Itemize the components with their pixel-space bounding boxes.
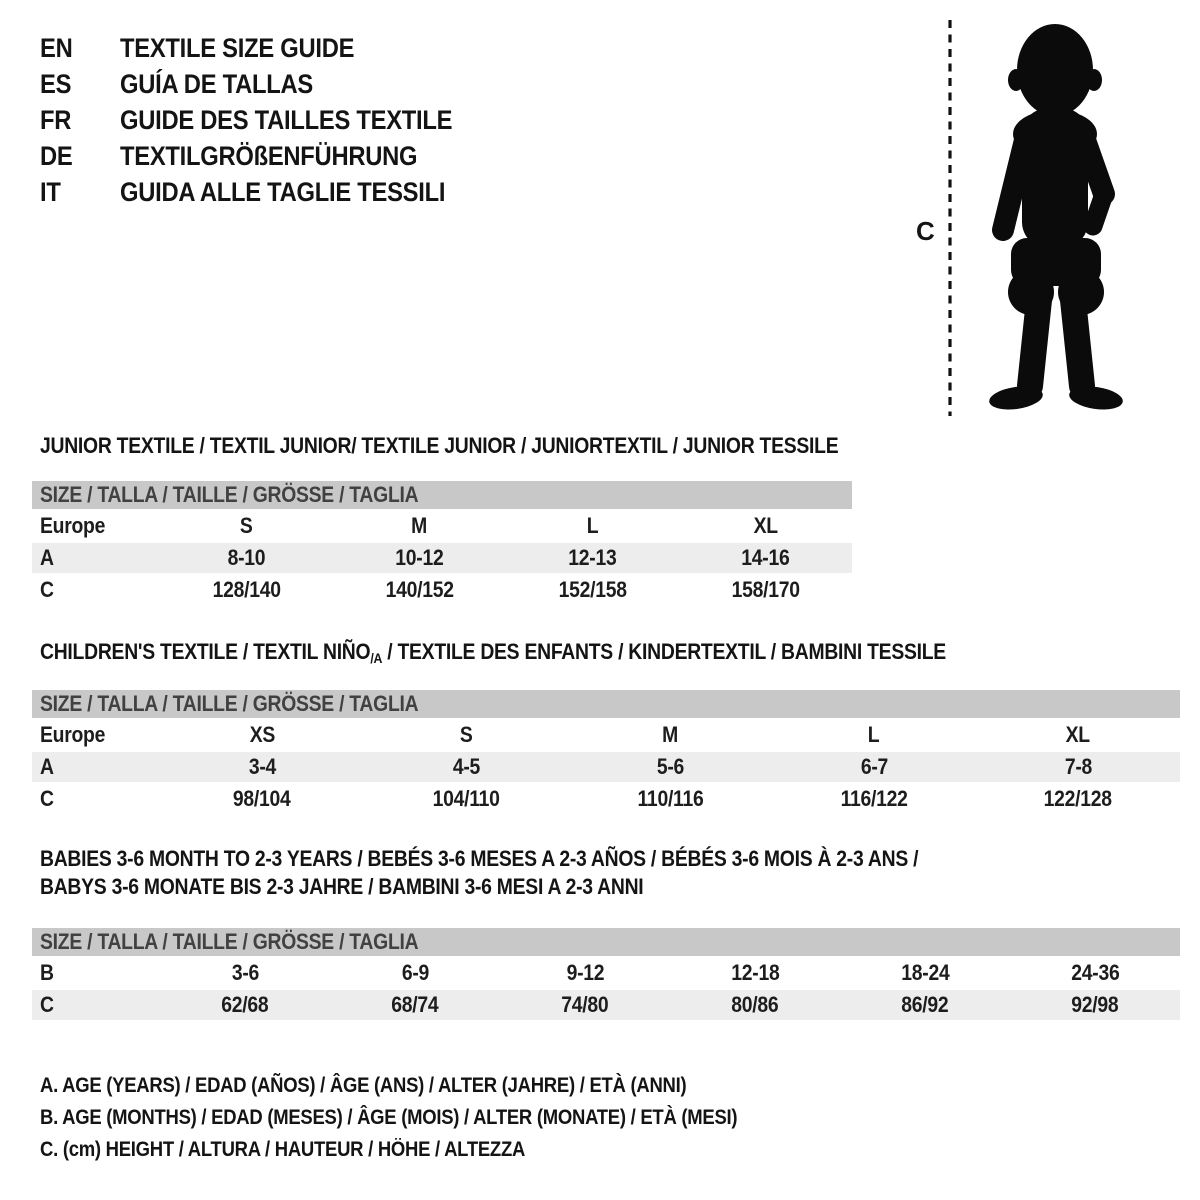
language-code: EN: [40, 33, 73, 63]
age-value: 12-13: [568, 545, 617, 570]
height-value: 80/86: [731, 992, 779, 1017]
height-value: 62/68: [221, 992, 269, 1017]
months-value: 9-12: [566, 960, 604, 985]
guide-title: TEXTILGRÖßENFÜHRUNG: [120, 141, 418, 171]
height-value: 152/158: [558, 577, 627, 602]
row-label: A: [40, 754, 54, 779]
language-code: ES: [40, 69, 72, 99]
height-value: 74/80: [561, 992, 609, 1017]
size-value: L: [868, 722, 880, 747]
size-value: M: [662, 722, 678, 747]
table-row-height: [32, 573, 852, 605]
age-value: 6-7: [860, 754, 888, 779]
age-value: 10-12: [395, 545, 444, 570]
row-label: B: [40, 960, 54, 985]
row-label: C: [40, 786, 54, 811]
baby-silhouette: [988, 24, 1125, 413]
row-label: Europe: [40, 722, 106, 747]
table-row-europe: [32, 509, 852, 541]
age-value: 3-4: [248, 754, 276, 779]
language-code: IT: [40, 177, 61, 207]
height-value: 68/74: [391, 992, 439, 1017]
legend-line-a: A. AGE (YEARS) / EDAD (AÑOS) / ÂGE (ANS) / ALTER (JAHRE) / ETÀ (ANNI): [40, 1074, 687, 1097]
section-title-children: CHILDREN'S TEXTILE / TEXTIL NIÑO/A / TEXTILE DES ENFANTS / KINDERTEXTIL / BAMBINI TESSILE: [40, 639, 946, 666]
height-measure-figure: [900, 8, 1180, 428]
height-value: 116/122: [840, 786, 908, 811]
legend-line-c: C. (cm) HEIGHT / ALTURA / HAUTEUR / HÖHE / ALTEZZA: [40, 1138, 526, 1161]
table-row-height: [32, 782, 1180, 814]
height-value: 86/92: [901, 992, 949, 1017]
guide-title: TEXTILE SIZE GUIDE: [120, 33, 355, 63]
row-label: Europe: [40, 513, 106, 538]
size-value: L: [586, 513, 599, 538]
height-value: 122/128: [1043, 786, 1113, 811]
size-value: XL: [753, 513, 778, 538]
table-row-age: [32, 541, 852, 573]
months-value: 12-18: [730, 960, 780, 985]
row-label: C: [40, 577, 54, 602]
language-code: FR: [40, 105, 72, 135]
months-value: 6-9: [401, 960, 429, 985]
size-value: M: [411, 513, 428, 538]
junior-size-table: [32, 481, 852, 605]
height-value: 140/152: [385, 577, 454, 602]
size-value: XS: [249, 722, 275, 747]
nino-a-subscript: /A: [370, 650, 383, 666]
section-title-junior: JUNIOR TEXTILE / TEXTIL JUNIOR/ TEXTILE JUNIOR / JUNIORTEXTIL / JUNIOR TESSILE: [40, 433, 839, 458]
height-marker-label: C: [916, 216, 935, 246]
table-row-age: [32, 750, 1180, 782]
age-value: 8-10: [227, 545, 266, 570]
months-value: 18-24: [900, 960, 950, 985]
children-size-table: [32, 690, 1180, 814]
age-value: 7-8: [1064, 754, 1092, 779]
table-row-height: [32, 988, 1180, 1020]
row-label: A: [40, 545, 54, 570]
babies-size-table: [32, 928, 1180, 1020]
measure-legend: [40, 1070, 832, 1166]
height-value: 158/170: [731, 577, 800, 602]
age-value: 5-6: [656, 754, 684, 779]
size-value: XL: [1065, 722, 1091, 747]
table-row-europe: [32, 718, 1180, 750]
height-value: 104/110: [432, 786, 500, 811]
section-title-babies: BABIES 3-6 MONTH TO 2-3 YEARS / BEBÉS 3-6 MESES A 2-3 AÑOS / BÉBÉS 3-6 MOIS À 2-3 ANS / BABYS 3-6 MONATE BIS 2-3 JAHRE / BAMBINI 3-6 MESI A 2-3 ANNI: [40, 846, 919, 899]
height-value: 110/116: [637, 786, 703, 811]
row-label: C: [40, 992, 54, 1017]
size-value: S: [240, 513, 253, 538]
language-guide-list: [40, 30, 498, 210]
guide-title: GUIDA ALLE TAGLIE TESSILI: [120, 177, 446, 207]
size-header-bar: SIZE / TALLA / TAILLE / GRÖSSE / TAGLIA: [32, 928, 1180, 956]
age-value: 14-16: [741, 545, 790, 570]
language-code: DE: [40, 141, 73, 171]
baby-silhouette-icon: [900, 8, 1180, 428]
height-value: 92/98: [1071, 992, 1119, 1017]
table-row-months: [32, 956, 1180, 988]
size-header-bar: SIZE / TALLA / TAILLE / GRÖSSE / TAGLIA: [32, 481, 852, 509]
age-value: 4-5: [452, 754, 480, 779]
guide-title: GUIDE DES TAILLES TEXTILE: [120, 105, 453, 135]
guide-title: GUÍA DE TALLAS: [120, 69, 313, 99]
legend-line-b: B. AGE (MONTHS) / EDAD (MESES) / ÂGE (MOIS) / ALTER (MONATE) / ETÀ (MESI): [40, 1106, 738, 1129]
months-value: 24-36: [1070, 960, 1120, 985]
height-value: 128/140: [212, 577, 281, 602]
size-value: S: [459, 722, 473, 747]
height-value: 98/104: [233, 786, 291, 811]
months-value: 3-6: [231, 960, 259, 985]
size-header-bar: SIZE / TALLA / TAILLE / GRÖSSE / TAGLIA: [32, 690, 1180, 718]
